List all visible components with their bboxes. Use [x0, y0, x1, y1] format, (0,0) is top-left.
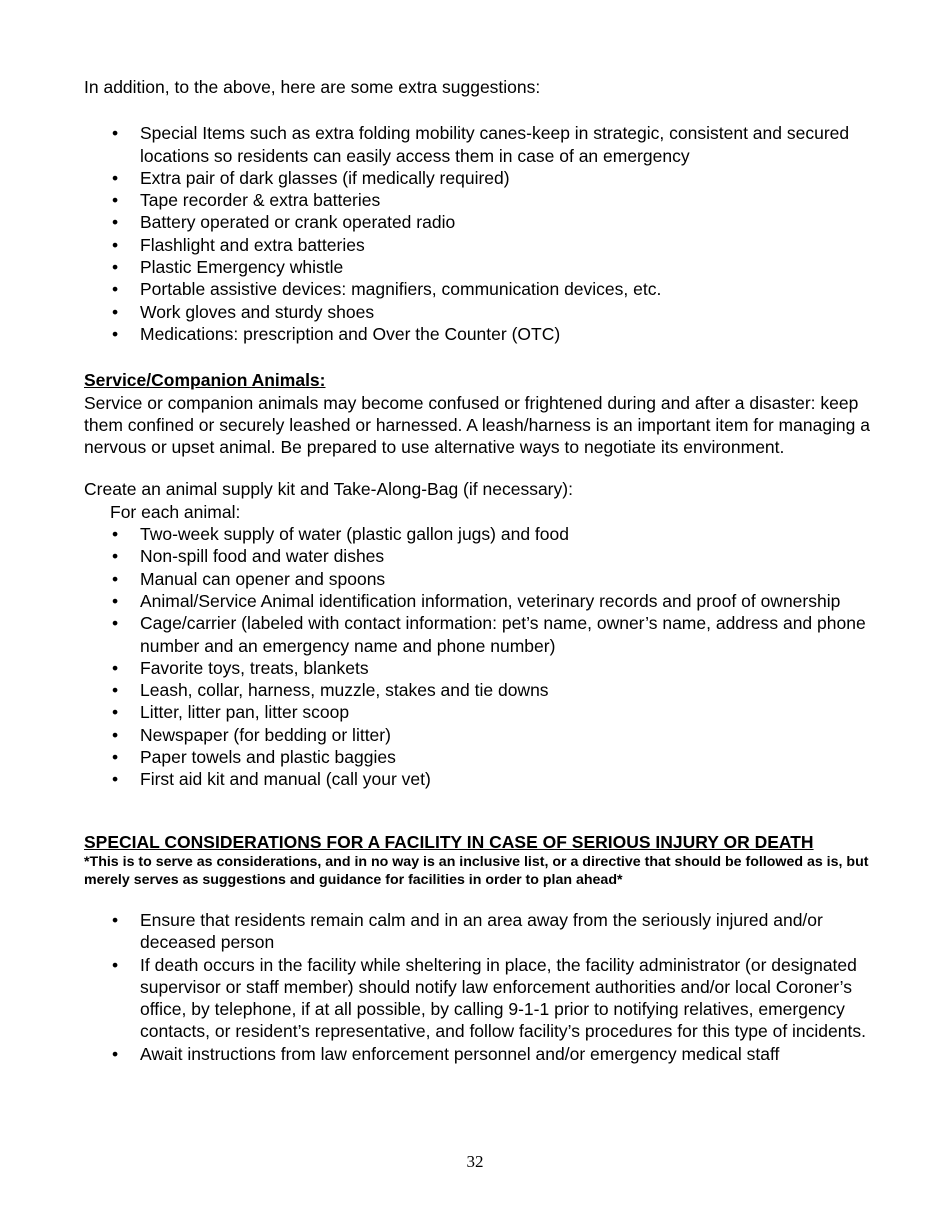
list-item: • Leash, collar, harness, muzzle, stakes and tie downs [84, 679, 874, 701]
list-item: • First aid kit and manual (call your vet) [84, 768, 874, 790]
each-animal-label: For each animal: [110, 501, 241, 522]
list-item: • Work gloves and sturdy shoes [84, 301, 874, 323]
list-item: • Animal/Service Animal identification information, veterinary records and proof of ownership [84, 590, 874, 612]
animal-supply-list [84, 523, 874, 791]
list-item: • Special Items such as extra folding mobility canes-keep in strategic, consistent and secured locations so residents can easily access them in case of an emergency [84, 122, 874, 167]
list-item: • Two-week supply of water (plastic gallon jugs) and food [84, 523, 874, 545]
list-item: • Non-spill food and water dishes [84, 545, 874, 567]
list-item: • Manual can opener and spoons [84, 568, 874, 590]
special-considerations-note: *This is to serve as considerations, and in no way is an inclusive list, or a directive that should be followed as is, but merely serves as suggestions and guidance for facilities in order to plan ahead* [84, 853, 869, 888]
list-item: • Litter, litter pan, litter scoop [84, 701, 874, 723]
special-considerations-list [84, 909, 874, 1065]
special-considerations-heading: SPECIAL CONSIDERATIONS FOR A FACILITY IN CASE OF SERIOUS INJURY OR DEATH [84, 831, 814, 852]
list-item: • Extra pair of dark glasses (if medically required) [84, 167, 874, 189]
list-item: • Flashlight and extra batteries [84, 234, 874, 256]
list-item: • Battery operated or crank operated radio [84, 211, 874, 233]
list-item: • Cage/carrier (labeled with contact information: pet’s name, owner’s name, address and phone number and an emergency name and phone number) [84, 612, 874, 657]
intro-text: In addition, to the above, here are some extra suggestions: [84, 77, 541, 97]
list-item: • Ensure that residents remain calm and in an area away from the seriously injured and/or deceased person [84, 909, 874, 954]
list-item: • Paper towels and plastic baggies [84, 746, 874, 768]
list-item: • If death occurs in the facility while sheltering in place, the facility administrator (or designated supervisor or staff member) should notify law enforcement authorities and/or local Coroner’s office, by telephone, if at all possible, by calling 9-1-1 prior to notifying relatives, emergency contacts, or resident’s representative, and follow facility’s procedures for this type of incidents. [84, 954, 874, 1043]
document-page [84, 76, 874, 1065]
list-item: • Favorite toys, treats, blankets [84, 657, 874, 679]
list-item: • Medications: prescription and Over the Counter (OTC) [84, 323, 874, 345]
extra-suggestions-list [84, 122, 874, 345]
animal-kit-intro: Create an animal supply kit and Take-Along-Bag (if necessary): [84, 479, 573, 500]
list-item: • Newspaper (for bedding or litter) [84, 724, 874, 746]
list-item: • Plastic Emergency whistle [84, 256, 874, 278]
service-animals-paragraph: Service or companion animals may become confused or frightened during and after a disaster: keep them confined or securely leashed or harnessed. A leash/harness is an important item for managing a nervous or upset animal. Be prepared to use alternative ways to negotiate its environment. [84, 392, 870, 458]
page-number: 32 [466, 1152, 484, 1171]
service-animals-heading: Service/Companion Animals: [84, 370, 326, 391]
list-item: • Portable assistive devices: magnifiers, communication devices, etc. [84, 278, 874, 300]
list-item: • Tape recorder & extra batteries [84, 189, 874, 211]
list-item: • Await instructions from law enforcement personnel and/or emergency medical staff [84, 1043, 874, 1065]
